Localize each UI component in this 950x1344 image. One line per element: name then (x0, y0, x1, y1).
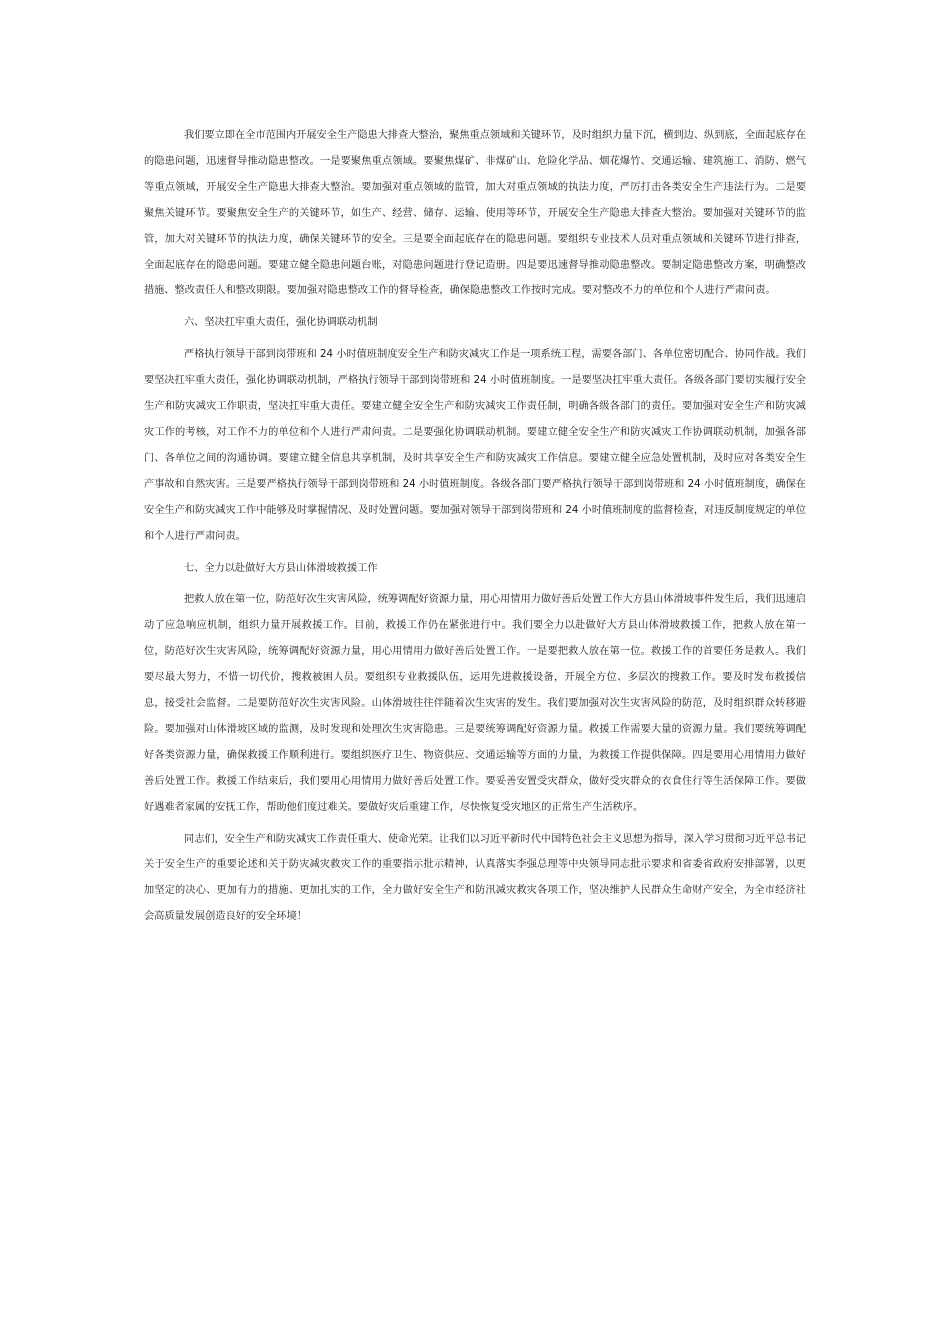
paragraph-closing: 同志们，安全生产和防灾减灾工作责任重大、使命光荣。让我们以习近平新时代中国特色社会主义思想为指导，深入学习贯彻习近平总书记关于安全生产的重要论述和关于防灾减灾救灾工作的重要指示批示精神，认真落实李强总理等中央领导同志批示要求和省委省政府安排部署，以更加坚定的决心、更加有力的措施、更加扎实的工作，全力做好安全生产和防汛减灾救灾各项工作，坚决维护人民群众生命财产安全，为全市经济社会高质量发展创造良好的安全环境！ (144, 833, 806, 923)
paragraph-landslide-rescue: 把救人放在第一位，防范好次生灾害风险，统筹调配好资源力量，用心用情用力做好善后处置工作大方县山体滑坡事件发生后，我们迅速启动了应急响应机制，组织力量开展救援工作。目前，救援工作仍在紧张进行中。我们要全力以赴做好大方县山体滑坡救援工作，把救人放在第一位，防范好次生灾害风险，统筹调配好资源力量，用心用情用力做好善后处置工作。一是要把救人放在第一位。救援工作的首要任务是救人。我们要尽最大努力，不惜一切代价，搜救被困人员。要组织专业救援队伍，运用先进救援设备，开展全方位、多层次的搜救工作。要及时发布救援信息，接受社会监督。二是要防范好次生灾害风险。山体滑坡往往伴随着次生灾害的发生。我们要加强对次生灾害风险的防范，及时组织群众转移避险。要加强对山体滑坡区域的监测，及时发现和处理次生灾害隐患。三是要统筹调配好资源力量。救援工作需要大量的资源力量。我们要统筹调配好各类资源力量，确保救援工作顺利进行。要组织医疗卫生、物资供应、交通运输等方面的力量，为救援工作提供保障。四是要用心用情用力做好善后处置工作。救援工作结束后，我们要用心用情用力做好善后处置工作。要妥善安置受灾群众，做好受灾群众的衣食住行等生活保障工作。要做好遇难者家属的安抚工作，帮助他们度过难关。要做好灾后重建工作，尽快恢复受灾地区的正常生产生活秩序。 (144, 594, 806, 813)
section-heading-seven: 七、全力以赴做好大方县山体滑坡救援工作 (184, 562, 378, 574)
paragraph-hazard-inspection: 我们要立即在全市范围内开展安全生产隐患大排查大整治，聚焦重点领域和关键环节，及时组织力量下沉，横到边、纵到底，全面起底存在的隐患问题，迅速督导推动隐患整改。一是要聚焦重点领域。要聚焦煤矿、非煤矿山、危险化学品、烟花爆竹、交通运输、建筑施工、消防、燃气等重点领域，开展安全生产隐患大排查大整治。要加强对重点领域的监管，加大对重点领域的执法力度，严厉打击各类安全生产违法行为。二是要聚焦关键环节。要聚焦安全生产的关键环节，如生产、经营、储存、运输、使用等环节，开展安全生产隐患大排查大整治。要加强对关键环节的监管，加大对关键环节的执法力度，确保关键环节的安全。三是要全面起底存在的隐患问题。要组织专业技术人员对重点领域和关键环节进行排查，全面起底存在的隐患问题。要建立健全隐患问题台账，对隐患问题进行登记造册。四是要迅速督导推动隐患整改。要制定隐患整改方案，明确整改措施、整改责任人和整改期限。要加强对隐患整改工作的督导检查，确保隐患整改工作按时完成。要对整改不力的单位和个人进行严肃问责。 (144, 130, 806, 297)
section-heading-six: 六、坚决扛牢重大责任，强化协调联动机制 (184, 317, 378, 329)
paragraph-responsibility: 严格执行领导干部到岗带班和 24 小时值班制度安全生产和防灾减灾工作是一项系统工程，需要各部门、各单位密切配合、协同作战。我们要坚决扛牢重大责任，强化协调联动机制，严格执行领导干部到岗带班和 24 小时值班制度。一是要坚决扛牢重大责任。各级各部门要切实履行安全生产和防灾减灾工作职责，坚决扛牢重大责任。要建立健全安全生产和防灾减灾工作责任制，明确各级各部门的责任。要加强对安全生产和防灾减灾工作的考核，对工作不力的单位和个人进行严肃问责。二是要强化协调联动机制。要建立健全安全生产和防灾减灾工作协调联动机制，加强各部门、各单位之间的沟通协调。要建立健全信息共享机制，及时共享安全生产和防灾减灾工作信息。要建立健全应急处置机制，及时应对各类安全生产事故和自然灾害。三是要严格执行领导干部到岗带班和 24 小时值班制度。各级各部门要严格执行领导干部到岗带班和 24 小时值班制度，确保在安全生产和防灾减灾工作中能够及时掌握情况、及时处置问题。要加强对领导干部到岗带班和 24 小时值班制度的监督检查，对违反制度规定的单位和个人进行严肃问责。 (144, 349, 806, 542)
document-body (144, 123, 806, 936)
